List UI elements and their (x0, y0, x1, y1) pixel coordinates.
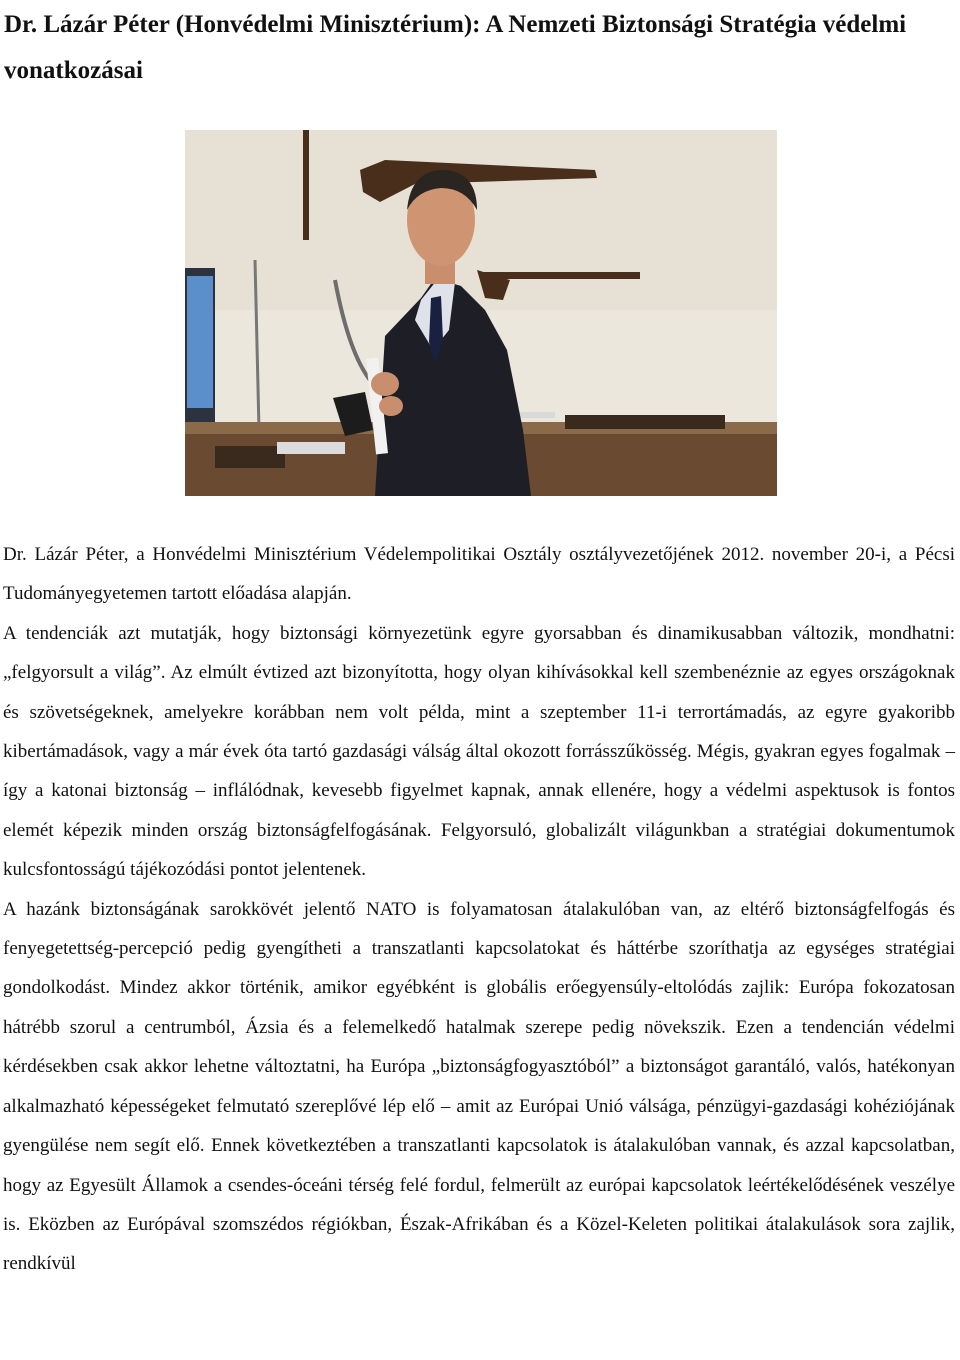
article-body (3, 535, 955, 1284)
speaker-photo-illustration (185, 130, 777, 496)
speaker-photo (185, 130, 777, 496)
paragraph-intro: Dr. Lázár Péter, a Honvédelmi Minisztérium Védelempolitikai Osztály osztályvezetőjének 2012. november 20-i, a Pécsi Tudományegyetemen tartott előadása alapján. (3, 544, 955, 605)
paragraph-nato: A hazánk biztonságának sarokkövét jelentő NATO is folyamatosan átalakulóban van, az eltérő biztonságfelfogás és fenyegetettség-percepció pedig gyengítheti a transzatlanti kapcsolatokat és háttérbe szoríthatja az egységes stratégiai gondolkodást. Mindez akkor történik, amikor egyébként is globális erőegyensúly-eltolódás zajlik: Európa fokozatosan hátrébb szorul a centrumból, Ázsia és a felemelkedő hatalmak szerepe pedig növekszik. Ezen a tendencián védelmi kérdésekben csak akkor lehetne változtatni, ha Európa „biztonságfogyasztóból” a biztonságot garantáló, valós, hatékonyan alkalmazható képességeket felmutató szereplővé lép elő – amit az Európai Unió válsága, pénzügyi-gazdasági kohéziójának gyengülése nem segít elő. Ennek következtében a transzatlanti kapcsolatok is átalakulóban vannak, és azzal kapcsolatban, hogy az Egyesült Államok a csendes-óceáni térség felé fordul, felmerült az európai kapcsolatok leértékelődésének veszélye is. Eközben az Európával szomszédos régiókban, Észak-Afrikában és a Közel-Keleten politikai átalakulások sora zajlik, rendkívül (3, 898, 955, 1275)
document-title: Dr. Lázár Péter (Honvédelmi Minisztérium): A Nemzeti Biztonsági Stratégia védelmi vonatkozásai (4, 11, 907, 84)
paragraph-trends: A tendenciák azt mutatják, hogy biztonsági környezetünk egyre gyorsabban és dinamikusabban változik, mondhatni: „felgyorsult a világ”. Az elmúlt évtized azt bizonyította, hogy olyan kihívásokkal kell szembenéznie az egyes országoknak és szövetségeknek, amelyekre korábban nem volt példa, mint a szeptember 11-i terrortámadás, az egyre gyakoribb kibertámadások, vagy a már évek óta tartó gazdasági válság által okozott forrásszűkösség. Mégis, gyakran egyes fogalmak – így a katonai biztonság – inflálódnak, kevesebb figyelmet kapnak, annak ellenére, hogy a védelmi aspektusok is fontos elemét képezik minden ország biztonságfelfogásának. Felgyorsuló, globalizált világunkban a stratégiai dokumentumok kulcsfontosságú tájékozódási pontot jelentenek. (3, 622, 955, 881)
